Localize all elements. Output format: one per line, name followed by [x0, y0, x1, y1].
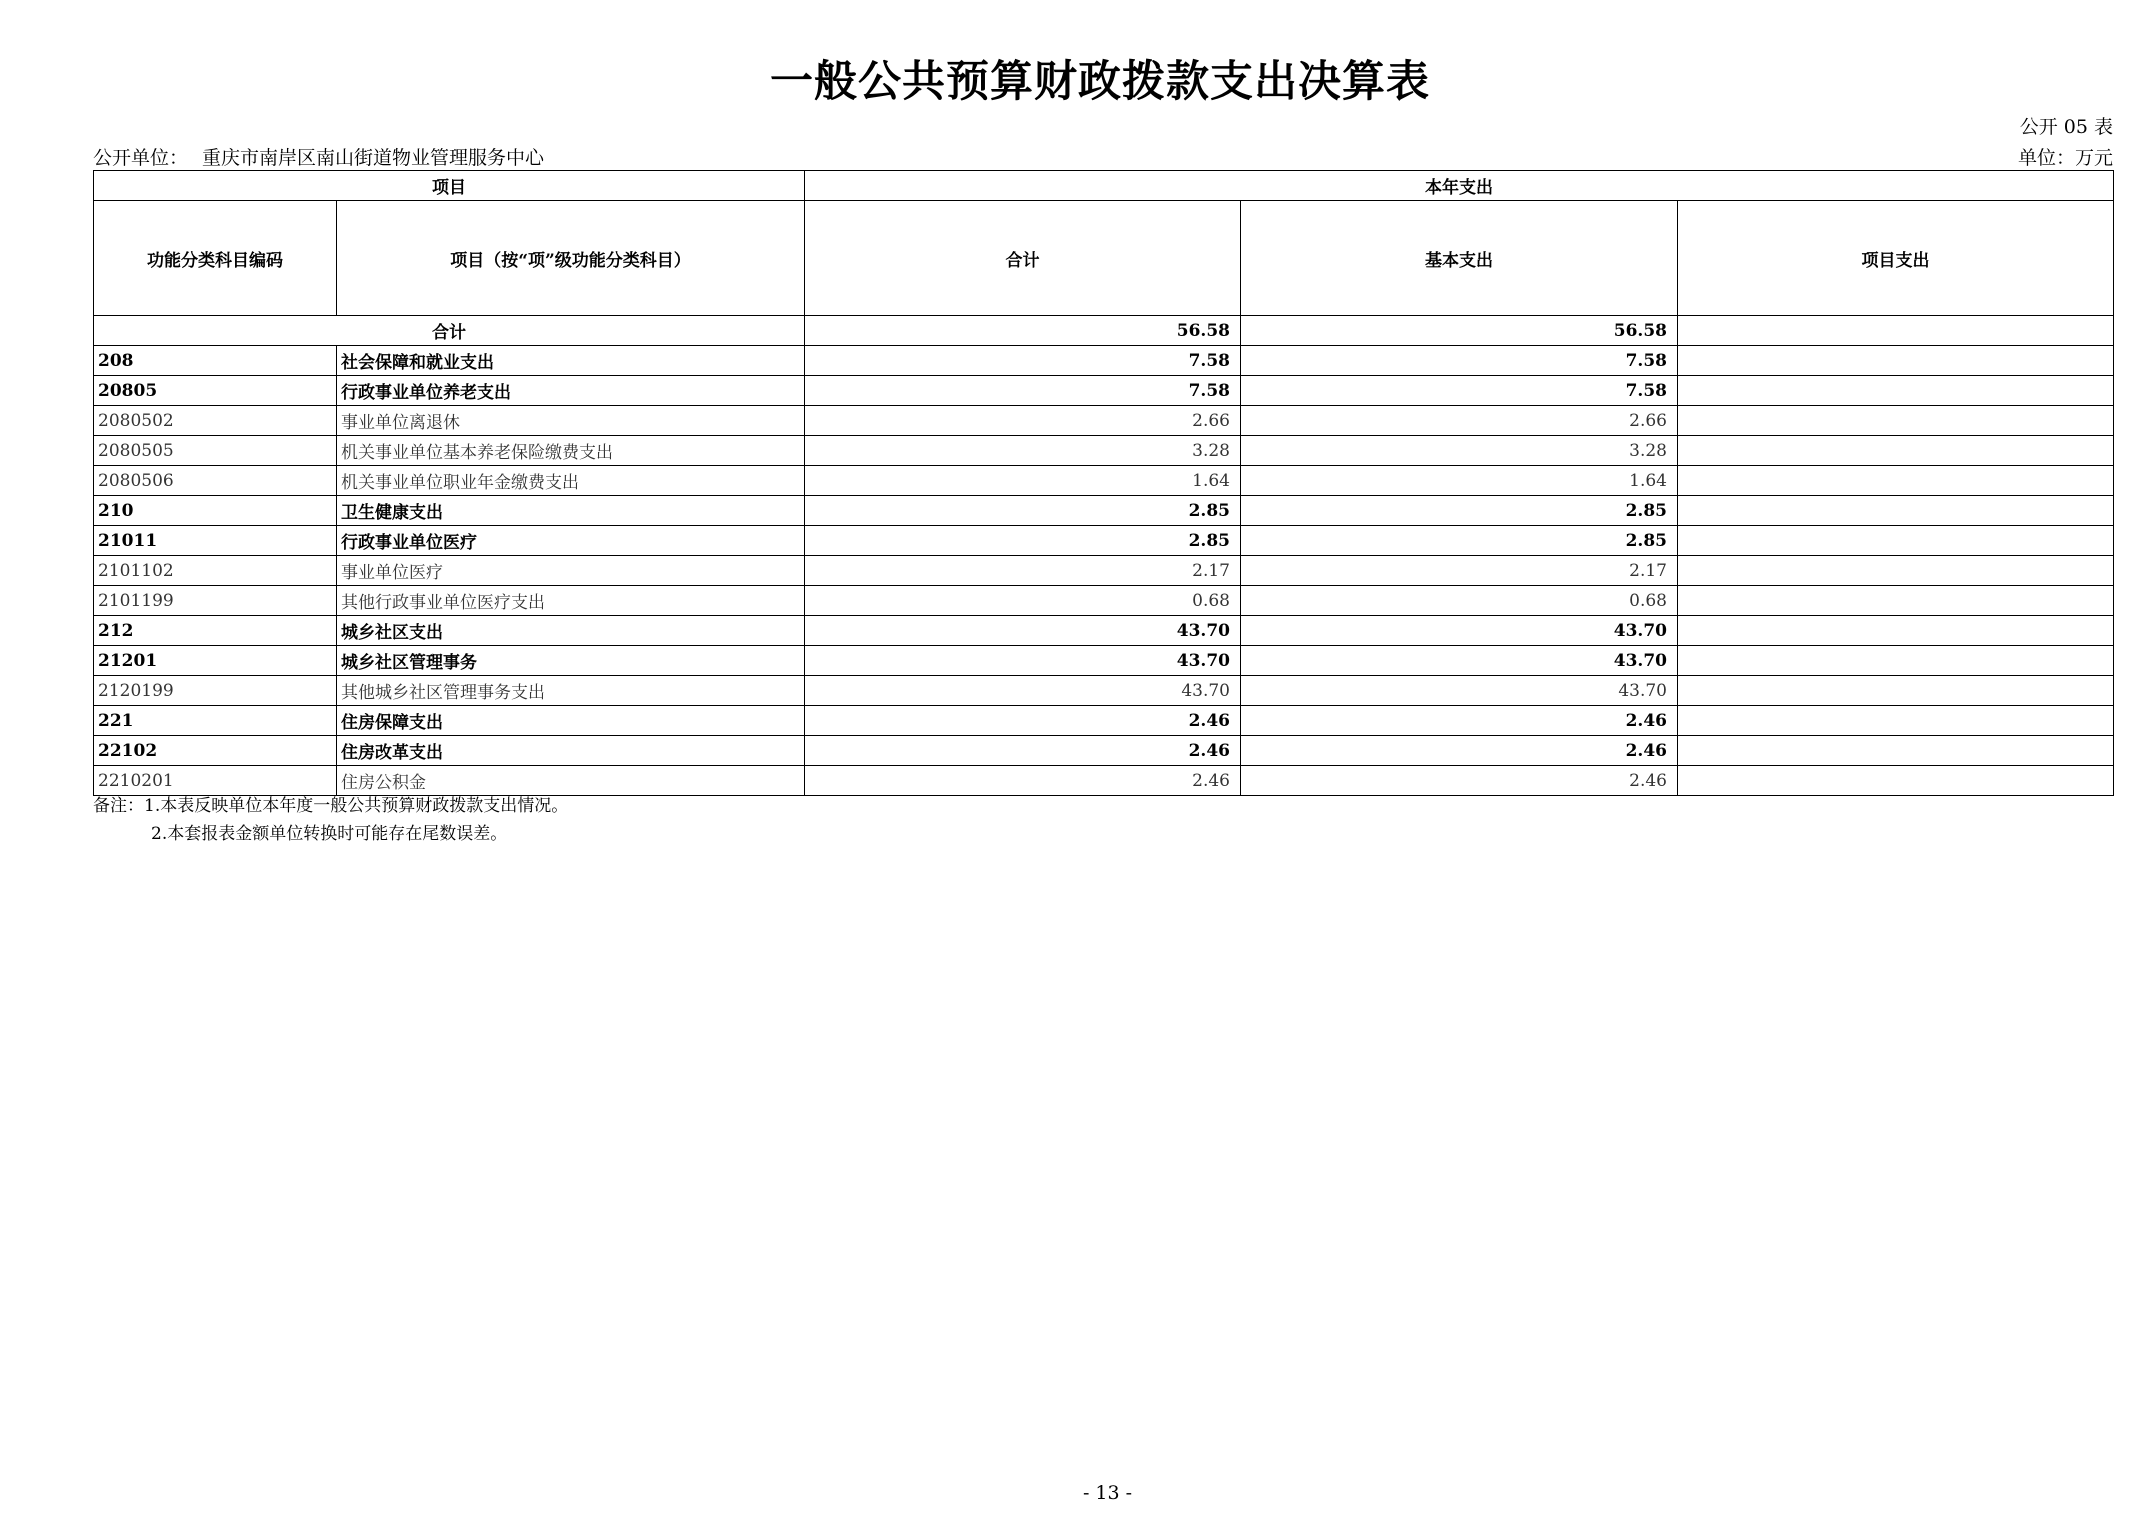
table-row [94, 556, 2114, 586]
project-cell [1678, 766, 2114, 796]
basic-cell: 43.70 [1241, 646, 1678, 676]
document-title: 一般公共预算财政拨款支出决算表 [770, 57, 1430, 107]
total-cell: 2.46 [805, 736, 1241, 766]
table-row [94, 406, 2114, 436]
total-cell: 43.70 [805, 616, 1241, 646]
table-row [94, 736, 2114, 766]
basic-cell: 7.58 [1241, 376, 1678, 406]
total-cell: 43.70 [805, 676, 1241, 706]
project-cell [1678, 556, 2114, 586]
total-cell: 7.58 [805, 346, 1241, 376]
total-cell: 3.28 [805, 436, 1241, 466]
name-cell: 其他城乡社区管理事务支出 [337, 676, 805, 706]
header-group-row [94, 171, 2114, 201]
name-cell: 行政事业单位医疗 [337, 526, 805, 556]
table-row [94, 766, 2114, 796]
total-cell: 2.85 [805, 496, 1241, 526]
header-item-group: 项目 [94, 171, 805, 201]
project-cell [1678, 736, 2114, 766]
project-cell [1678, 676, 2114, 706]
name-cell: 机关事业单位职业年金缴费支出 [337, 466, 805, 496]
header-code: 功能分类科目编码 [94, 201, 337, 316]
table-row [94, 496, 2114, 526]
table-row [94, 646, 2114, 676]
org-label: 公开单位： [93, 147, 189, 169]
name-cell: 事业单位离退休 [337, 406, 805, 436]
project-cell [1678, 586, 2114, 616]
code-cell: 21011 [94, 526, 337, 556]
header-project: 项目支出 [1678, 201, 2114, 316]
total-project-cell [1678, 316, 2114, 346]
project-cell [1678, 406, 2114, 436]
name-cell: 机关事业单位基本养老保险缴费支出 [337, 436, 805, 466]
name-cell: 住房改革支出 [337, 736, 805, 766]
project-cell [1678, 496, 2114, 526]
code-cell: 212 [94, 616, 337, 646]
total-basic-cell: 56.58 [1241, 316, 1678, 346]
basic-cell: 2.46 [1241, 706, 1678, 736]
basic-cell: 2.46 [1241, 736, 1678, 766]
code-cell: 2080506 [94, 466, 337, 496]
name-cell: 行政事业单位养老支出 [337, 376, 805, 406]
project-cell [1678, 526, 2114, 556]
table-row [94, 706, 2114, 736]
total-cell: 0.68 [805, 586, 1241, 616]
basic-cell: 43.70 [1241, 616, 1678, 646]
code-cell: 208 [94, 346, 337, 376]
total-cell: 2.46 [805, 706, 1241, 736]
total-cell: 2.85 [805, 526, 1241, 556]
table-row [94, 376, 2114, 406]
project-cell [1678, 616, 2114, 646]
total-sum-cell: 56.58 [805, 316, 1241, 346]
basic-cell: 2.66 [1241, 406, 1678, 436]
project-cell [1678, 466, 2114, 496]
unit-info-row [93, 143, 2113, 170]
table-number: 公开 05 表 [2019, 116, 2113, 138]
project-cell [1678, 706, 2114, 736]
total-cell: 1.64 [805, 466, 1241, 496]
page-number: - 13 - [1082, 1482, 1133, 1504]
total-row [94, 316, 2114, 346]
total-cell: 2.17 [805, 556, 1241, 586]
org-name: 重庆市南岸区南山街道物业管理服务中心 [202, 147, 545, 169]
basic-cell: 7.58 [1241, 346, 1678, 376]
total-cell: 2.66 [805, 406, 1241, 436]
basic-cell: 2.17 [1241, 556, 1678, 586]
total-cell: 2.46 [805, 766, 1241, 796]
header-spend-group: 本年支出 [805, 171, 2114, 201]
basic-cell: 1.64 [1241, 466, 1678, 496]
code-cell: 2080505 [94, 436, 337, 466]
table-row [94, 616, 2114, 646]
header-column-row [94, 201, 2114, 316]
header-basic: 基本支出 [1241, 201, 1678, 316]
table-row [94, 436, 2114, 466]
note-1: 备注：1.本表反映单位本年度一般公共预算财政拨款支出情况。 [93, 796, 569, 816]
table-row [94, 346, 2114, 376]
project-cell [1678, 376, 2114, 406]
budget-expenditure-table [93, 170, 2114, 796]
code-cell: 2101102 [94, 556, 337, 586]
notes [93, 792, 568, 848]
code-cell: 210 [94, 496, 337, 526]
total-cell: 43.70 [805, 646, 1241, 676]
basic-cell: 0.68 [1241, 586, 1678, 616]
name-cell: 卫生健康支出 [337, 496, 805, 526]
basic-cell: 2.85 [1241, 526, 1678, 556]
basic-cell: 3.28 [1241, 436, 1678, 466]
total-label: 合计 [94, 316, 805, 346]
code-cell: 221 [94, 706, 337, 736]
table-row [94, 676, 2114, 706]
basic-cell: 43.70 [1241, 676, 1678, 706]
name-cell: 城乡社区支出 [337, 616, 805, 646]
table-row [94, 526, 2114, 556]
code-cell: 2210201 [94, 766, 337, 796]
code-cell: 22102 [94, 736, 337, 766]
header-total: 合计 [805, 201, 1241, 316]
total-cell: 7.58 [805, 376, 1241, 406]
project-cell [1678, 646, 2114, 676]
note-2: 2.本套报表金额单位转换时可能存在尾数误差。 [151, 824, 508, 844]
basic-cell: 2.85 [1241, 496, 1678, 526]
code-cell: 2080502 [94, 406, 337, 436]
name-cell: 事业单位医疗 [337, 556, 805, 586]
code-cell: 20805 [94, 376, 337, 406]
name-cell: 住房公积金 [337, 766, 805, 796]
code-cell: 21201 [94, 646, 337, 676]
header-name: 项目（按“项”级功能分类科目） [337, 201, 805, 316]
code-cell: 2101199 [94, 586, 337, 616]
table-row [94, 586, 2114, 616]
name-cell: 其他行政事业单位医疗支出 [337, 586, 805, 616]
code-cell: 2120199 [94, 676, 337, 706]
name-cell: 城乡社区管理事务 [337, 646, 805, 676]
table-row [94, 466, 2114, 496]
name-cell: 社会保障和就业支出 [337, 346, 805, 376]
basic-cell: 2.46 [1241, 766, 1678, 796]
money-unit: 单位：万元 [2017, 147, 2113, 169]
project-cell [1678, 436, 2114, 466]
name-cell: 住房保障支出 [337, 706, 805, 736]
project-cell [1678, 346, 2114, 376]
